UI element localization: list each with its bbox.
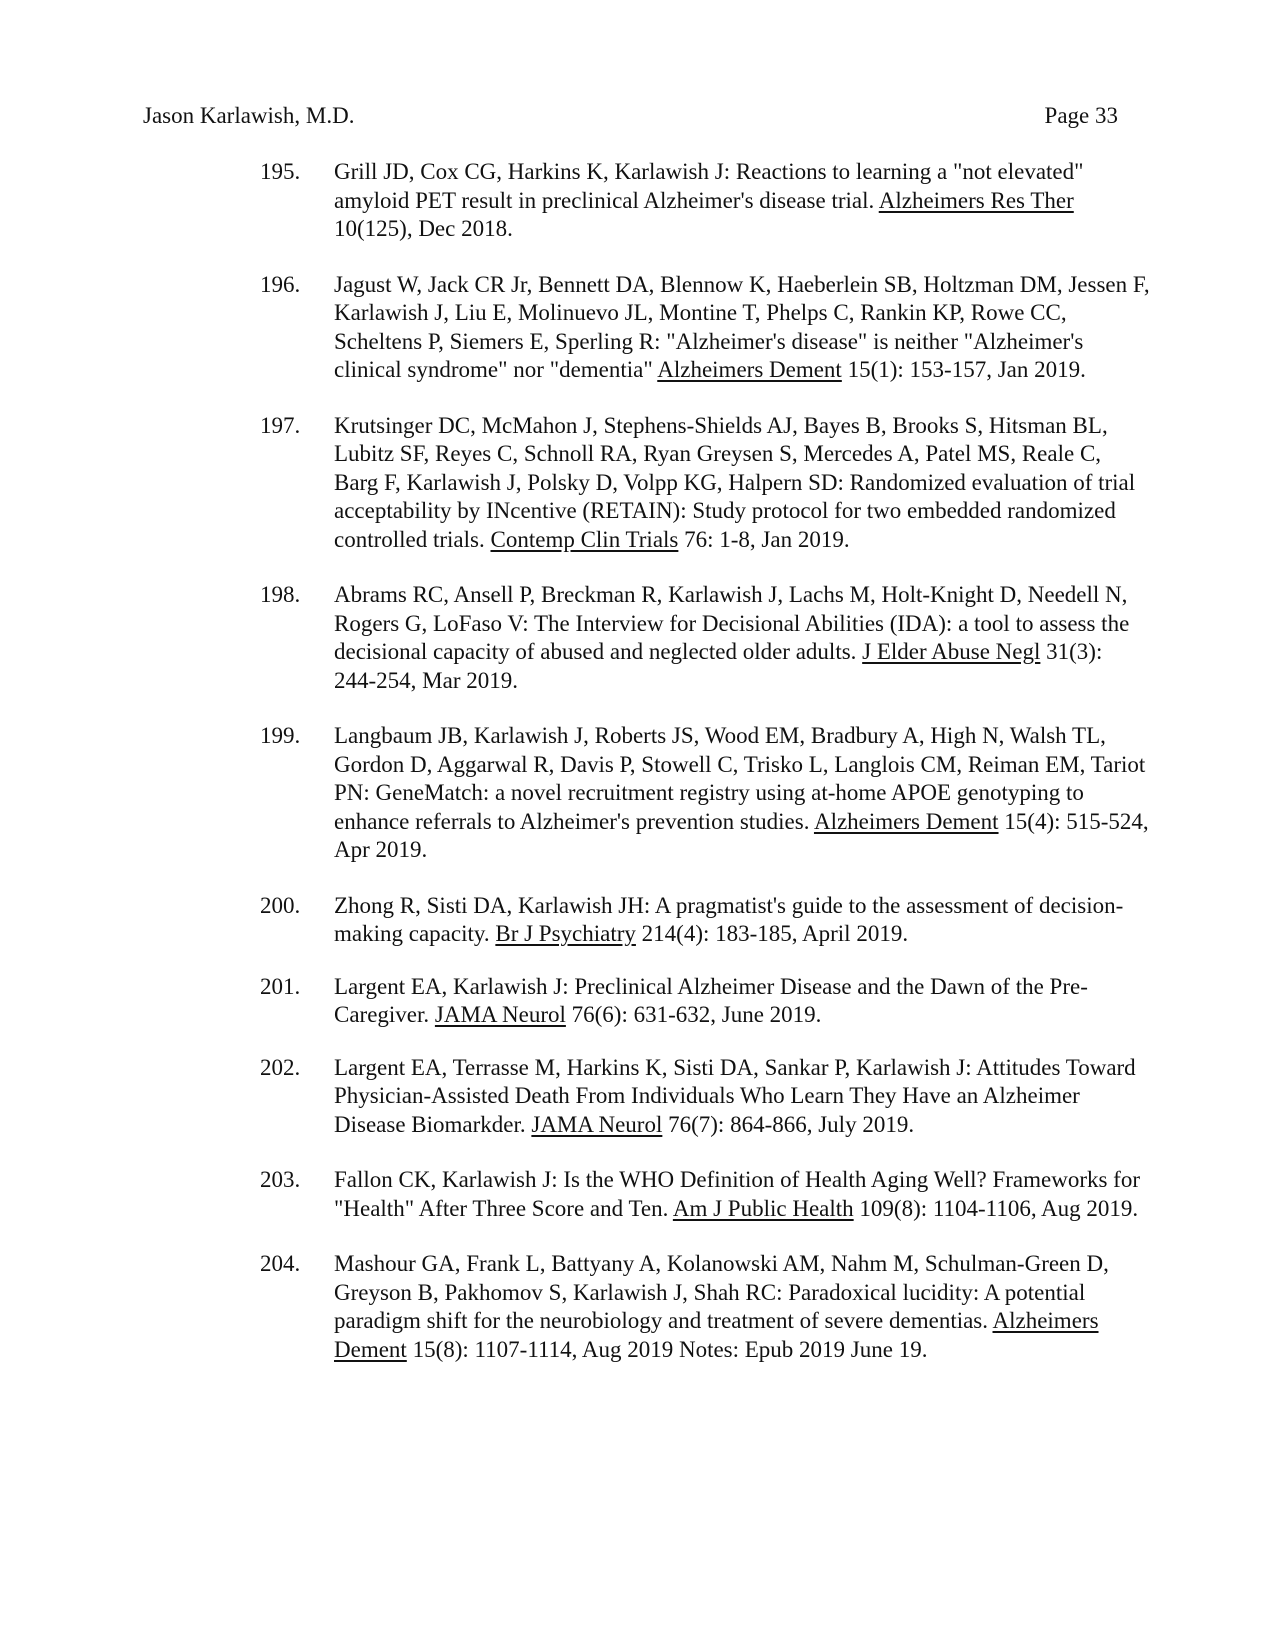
citation-text: Jagust W, Jack CR Jr, Bennett DA, Blennow K, Haeberlein SB, Holtzman DM, Jessen F, Karlawish J, Liu E, Molinuevo JL, Montine T, Phelps C, Rankin KP, Rowe CC, Scheltens P, Siemers E, Sperling R: "Alzheimer's disease" is neither "Alzheimer's clinical syndrome" nor "dementia" (334, 271, 1150, 382)
publication-citation (334, 974, 1088, 1028)
citation-details: 214(4): 183-185, April 2019. (635, 921, 909, 946)
journal-name: Alzheimers Res Ther (878, 187, 1074, 213)
citation-details: 15(1): 153-157, Jan 2019. (841, 357, 1086, 382)
citation-text: Largent EA, Terrasse M, Harkins K, Sisti DA, Sankar P, Karlawish J: Attitudes Toward Physician-Assisted Death From Individuals Who Learn They Have an Alzheimer Disease Biomarkder. (334, 1054, 1136, 1137)
publication-item (260, 722, 1150, 865)
publication-number: 200. (260, 892, 301, 918)
publication-item (260, 581, 1150, 695)
page-number: Page 33 (1044, 103, 1118, 128)
publication-citation (334, 723, 1149, 862)
publication-number: 198. (260, 582, 301, 607)
publication-item (260, 271, 1150, 385)
publication-number: 197. (260, 412, 301, 438)
publication-item (260, 158, 1150, 244)
citation-text: Langbaum JB, Karlawish J, Roberts JS, Wood EM, Bradbury A, High N, Walsh TL, Gordon D, Aggarwal R, Davis P, Stowell C, Trisko L, Langlois CM, Reiman EM, Tariot PN: GeneMatch: a novel recruitment registry using at-home APOE genotyping to enhance referrals to Alzheimer's prevention studies. (334, 723, 1146, 834)
citation-text: Zhong R, Sisti DA, Karlawish JH: A pragmatist's guide to the assessment of decision-making capacity. (334, 892, 1124, 946)
citation-details: 76: 1-8, Jan 2019. (678, 526, 850, 552)
publication-list (260, 158, 1150, 1391)
journal-name: Contemp Clin Trials (490, 526, 679, 552)
journal-name: Alzheimers Dement (813, 808, 999, 834)
citation-details: 15(4): 515-524, Apr 2019. (334, 808, 1149, 862)
publication-item (260, 1166, 1150, 1223)
citation-text: Krutsinger DC, McMahon J, Stephens-Shields AJ, Bayes B, Brooks S, Hitsman BL, Lubitz SF, Reyes C, Schnoll RA, Ryan Greysen S, Mercedes A, Patel MS, Reale C, Barg F, Karlawish J, Polsky D, Volpp KG, Halpern SD: Randomized evaluation of trial acceptability by INcentive (RETAIN): Study protocol for two embedded randomized controlled trials. (334, 412, 1136, 552)
journal-name: Alzheimers Dement (657, 357, 842, 382)
publication-citation (334, 413, 1135, 552)
publication-number: 204. (260, 1251, 301, 1276)
citation-details: 31(3): 244-254, Mar 2019. (334, 639, 1103, 693)
publication-number: 203. (260, 1167, 301, 1192)
publication-citation (334, 1251, 1109, 1362)
publication-item (260, 1054, 1150, 1140)
publication-item (260, 1250, 1150, 1364)
publication-citation (334, 272, 1150, 383)
journal-name: Am J Public Health (672, 1195, 854, 1221)
publication-item (260, 412, 1150, 555)
journal-name: JAMA Neurol (434, 1002, 566, 1027)
journal-name: JAMA Neurol (531, 1111, 663, 1137)
page-header (143, 101, 1118, 131)
publication-citation (334, 1055, 1136, 1137)
publication-item (260, 892, 1150, 949)
publication-number: 202. (260, 1054, 301, 1080)
publication-number: 199. (260, 723, 301, 748)
publication-citation (334, 582, 1129, 693)
publication-number: 196. (260, 271, 301, 297)
citation-text: Abrams RC, Ansell P, Breckman R, Karlawish J, Lachs M, Holt-Knight D, Needell N, Rogers G, LoFaso V: The Interview for Decisional Abilities (IDA): a tool to assess the decisional capacity of abused and neglected older adults. (334, 582, 1130, 664)
citation-details: 15(8): 1107-1114, Aug 2019 Notes: Epub 2019 June 19. (406, 1336, 928, 1362)
citation-details: 10(125), Dec 2018. (334, 216, 513, 241)
publication-citation (334, 893, 1123, 947)
citation-text: Fallon CK, Karlawish J: Is the WHO Definition of Health Aging Well? Frameworks for "Health" After Three Score and Ten. (334, 1167, 1140, 1221)
citation-text: Mashour GA, Frank L, Battyany A, Kolanowski AM, Nahm M, Schulman-Green D, Greyson B, Pakhomov S, Karlawish J, Shah RC: Paradoxical lucidity: A potential paradigm shift for the neurobiology and treatment of severe dementias. (334, 1251, 1109, 1333)
citation-text: Largent EA, Karlawish J: Preclinical Alzheimer Disease and the Dawn of the Pre-Caregiver. (334, 973, 1088, 1027)
author-name: Jason Karlawish, M.D. (143, 103, 355, 128)
journal-name: Alzheimers Dement (334, 1308, 1099, 1362)
citation-details: 76(6): 631-632, June 2019. (565, 1002, 822, 1027)
citation-details: 76(7): 864-866, July 2019. (662, 1111, 915, 1137)
citation-text: Grill JD, Cox CG, Harkins K, Karlawish J: Reactions to learning a "not elevated" amyloid PET result in preclinical Alzheimer's disease trial. (334, 159, 1084, 213)
publication-number: 195. (260, 159, 301, 184)
journal-name: J Elder Abuse Negl (862, 639, 1041, 664)
journal-name: Br J Psychiatry (495, 921, 636, 946)
publication-citation (334, 159, 1084, 241)
citation-details: 109(8): 1104-1106, Aug 2019. (853, 1195, 1139, 1221)
publication-citation (334, 1167, 1140, 1221)
publication-item (260, 973, 1150, 1030)
publication-number: 201. (260, 973, 301, 999)
